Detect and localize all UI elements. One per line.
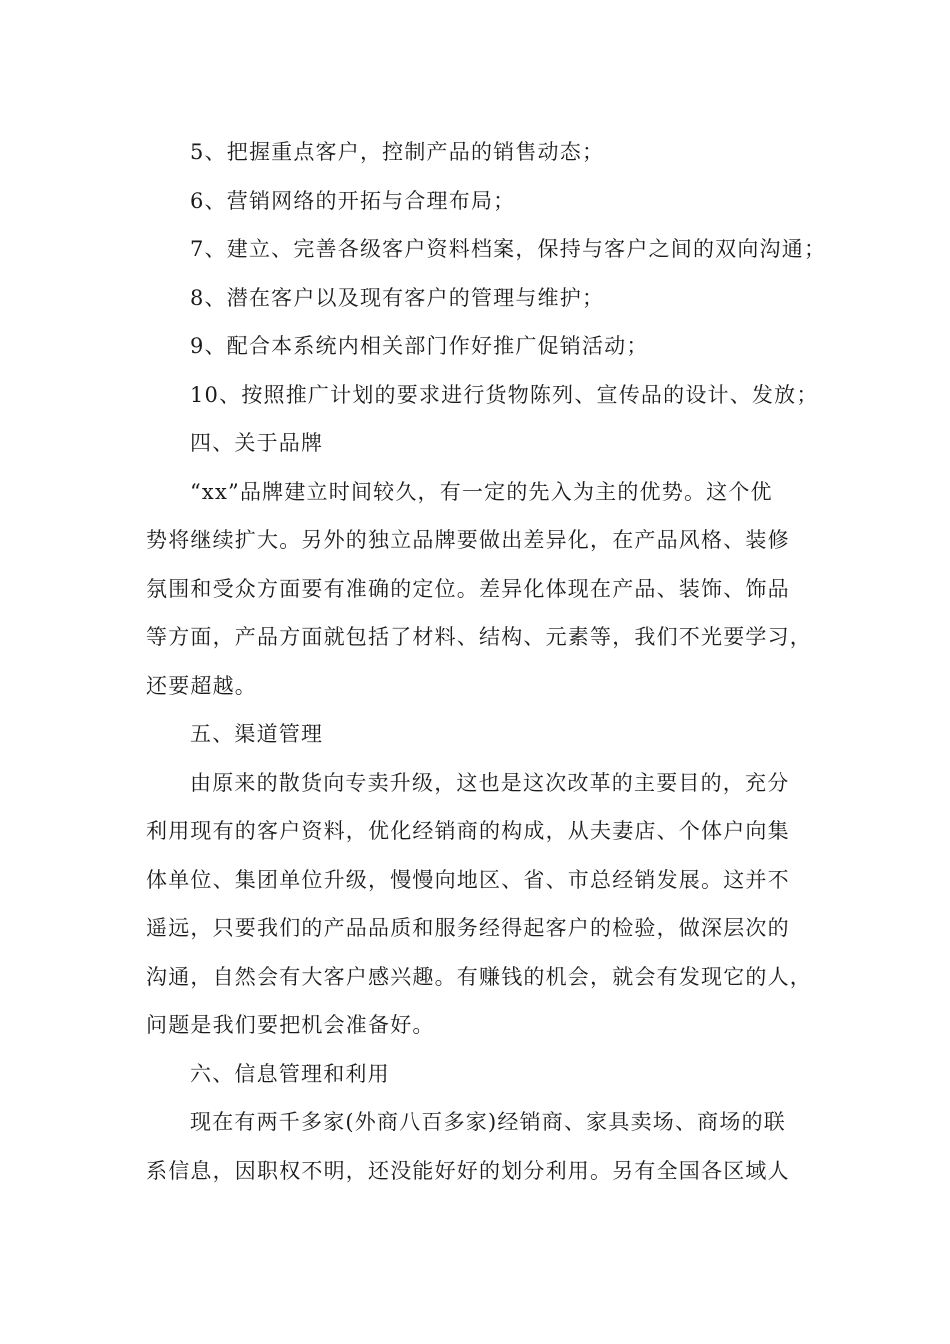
paragraph-line: 还要超越。: [146, 673, 257, 698]
document-body: [146, 128, 826, 1195]
paragraph-line: 势将继续扩大。另外的独立品牌要做出差异化，在产品风格、装修: [146, 528, 790, 552]
list-item-9: 9、配合本系统内相关部门作好推广促销活动；: [190, 334, 649, 358]
list-item-10: 10、按照推广计划的要求进行货物陈列、宣传品的设计、发放；: [190, 382, 819, 407]
paragraph-line: 遥远，只要我们的产品品质和服务经得起客户的检验，做深层次的: [146, 916, 790, 940]
paragraph-channel: [146, 759, 826, 1050]
paragraph-line: 系信息，因职权不明，还没能好好的划分利用。另有全国各区域人: [146, 1158, 790, 1183]
paragraph-line: 利用现有的客户资料，优化经销商的构成，从夫妻店、个体户向集: [146, 819, 790, 843]
paragraph-line: 沟通，自然会有大客户感兴趣。有赚钱的机会，就会有发现它的人，: [146, 964, 812, 989]
paragraph-brand: [146, 468, 826, 711]
list-item-5: 5、把握重点客户，控制产品的销售动态；: [190, 140, 605, 164]
paragraph-information: [146, 1098, 826, 1195]
list-item-8: 8、潜在客户以及现有客户的管理与维护；: [190, 285, 605, 310]
paragraph-line: 问题是我们要把机会准备好。: [146, 1013, 435, 1037]
paragraph-line: 由原来的散货向专卖升级，这也是这次改革的主要目的，充分: [190, 770, 790, 795]
paragraph-line: 等方面，产品方面就包括了材料、结构、元素等，我们不光要学习，: [146, 625, 812, 649]
section-heading-information: 六、信息管理和利用: [190, 1061, 390, 1086]
list-item-6: 6、营销网络的开拓与合理布局；: [190, 188, 516, 213]
section-heading-channel: 五、渠道管理: [190, 722, 324, 746]
paragraph-line: 现在有两千多家(外商八百多家)经销商、家具卖场、商场的联: [190, 1110, 786, 1134]
paragraph-line: 体单位、集团单位升级，慢慢向地区、省、市总经销发展。这并不: [146, 867, 790, 892]
paragraph-line: 氛围和受众方面要有准确的定位。差异化体现在产品、装饰、饰品: [146, 576, 790, 601]
section-heading-brand: 四、关于品牌: [190, 431, 324, 455]
list-item-7: 7、建立、完善各级客户资料档案，保持与客户之间的双向沟通；: [190, 237, 827, 261]
paragraph-line: “xx”品牌建立时间较久，有一定的先入为主的优势。这个优: [190, 479, 773, 504]
